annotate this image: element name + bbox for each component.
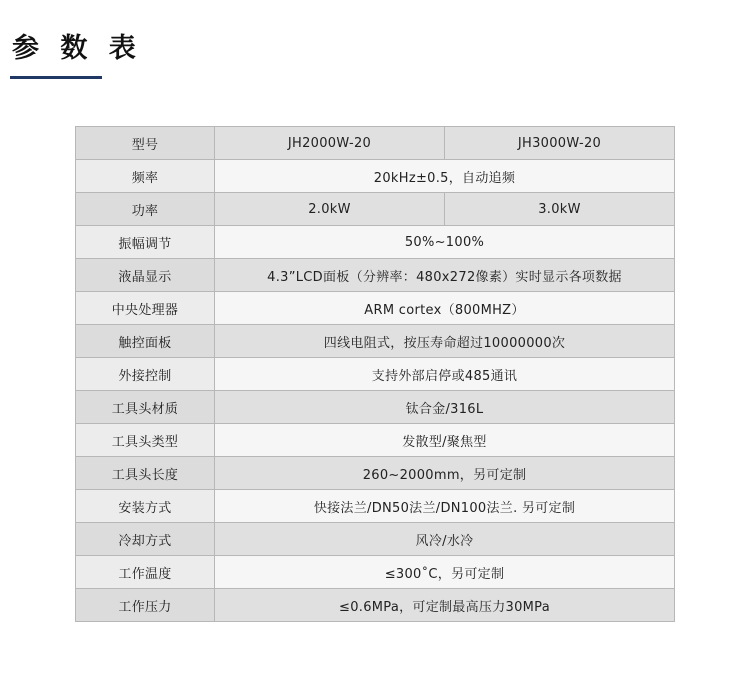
spec-label-cell: 液晶显示 xyxy=(76,259,215,292)
spec-label-cell: 振幅调节 xyxy=(76,226,215,259)
table-row xyxy=(76,292,675,325)
spec-label-cell: 外接控制 xyxy=(76,358,215,391)
table-row xyxy=(76,424,675,457)
table-row xyxy=(76,391,675,424)
spec-label-cell: 工作压力 xyxy=(76,589,215,622)
spec-label-cell: 工作温度 xyxy=(76,556,215,589)
specification-table xyxy=(75,126,675,622)
spec-value-cell: 260~2000mm，另可定制 xyxy=(215,457,675,490)
table-row xyxy=(76,127,675,160)
spec-value-cell: 支持外部启停或485通讯 xyxy=(215,358,675,391)
spec-label-cell: 中央处理器 xyxy=(76,292,215,325)
spec-value-cell: 钛合金/316L xyxy=(215,391,675,424)
spec-value-cell: ARM cortex（800MHZ） xyxy=(215,292,675,325)
table-row xyxy=(76,490,675,523)
spec-value-cell: 20kHz±0.5，自动追频 xyxy=(215,160,675,193)
spec-label-cell: 型号 xyxy=(76,127,215,160)
spec-value-cell: JH3000W-20 xyxy=(445,127,675,160)
table-row xyxy=(76,589,675,622)
title-underline xyxy=(10,76,102,79)
spec-value-cell: 2.0kW xyxy=(215,193,445,226)
spec-value-cell: 快接法兰/DN50法兰/DN100法兰. 另可定制 xyxy=(215,490,675,523)
spec-value-cell: 50%~100% xyxy=(215,226,675,259)
spec-label-cell: 冷却方式 xyxy=(76,523,215,556)
spec-label-cell: 频率 xyxy=(76,160,215,193)
spec-value-cell: JH2000W-20 xyxy=(215,127,445,160)
table-row xyxy=(76,259,675,292)
spec-value-cell: ≤300˚C，另可定制 xyxy=(215,556,675,589)
spec-value-cell: 4.3”LCD面板（分辨率：480x272像素）实时显示各项数据 xyxy=(215,259,675,292)
spec-label-cell: 工具头长度 xyxy=(76,457,215,490)
spec-value-cell: 3.0kW xyxy=(445,193,675,226)
spec-value-cell: 风冷/水冷 xyxy=(215,523,675,556)
page-title: 参 数 表 xyxy=(12,33,142,64)
spec-label-cell: 触控面板 xyxy=(76,325,215,358)
table-row xyxy=(76,556,675,589)
spec-value-cell: 四线电阻式，按压寿命超过10000000次 xyxy=(215,325,675,358)
table-row xyxy=(76,160,675,193)
table-row xyxy=(76,358,675,391)
table-row xyxy=(76,193,675,226)
table-row xyxy=(76,523,675,556)
table-row xyxy=(76,457,675,490)
table-row xyxy=(76,226,675,259)
spec-label-cell: 工具头材质 xyxy=(76,391,215,424)
spec-label-cell: 安装方式 xyxy=(76,490,215,523)
spec-label-cell: 工具头类型 xyxy=(76,424,215,457)
table-row xyxy=(76,325,675,358)
spec-table-container xyxy=(75,126,675,622)
spec-value-cell: ≤0.6MPa，可定制最高压力30MPa xyxy=(215,589,675,622)
spec-value-cell: 发散型/聚焦型 xyxy=(215,424,675,457)
spec-label-cell: 功率 xyxy=(76,193,215,226)
